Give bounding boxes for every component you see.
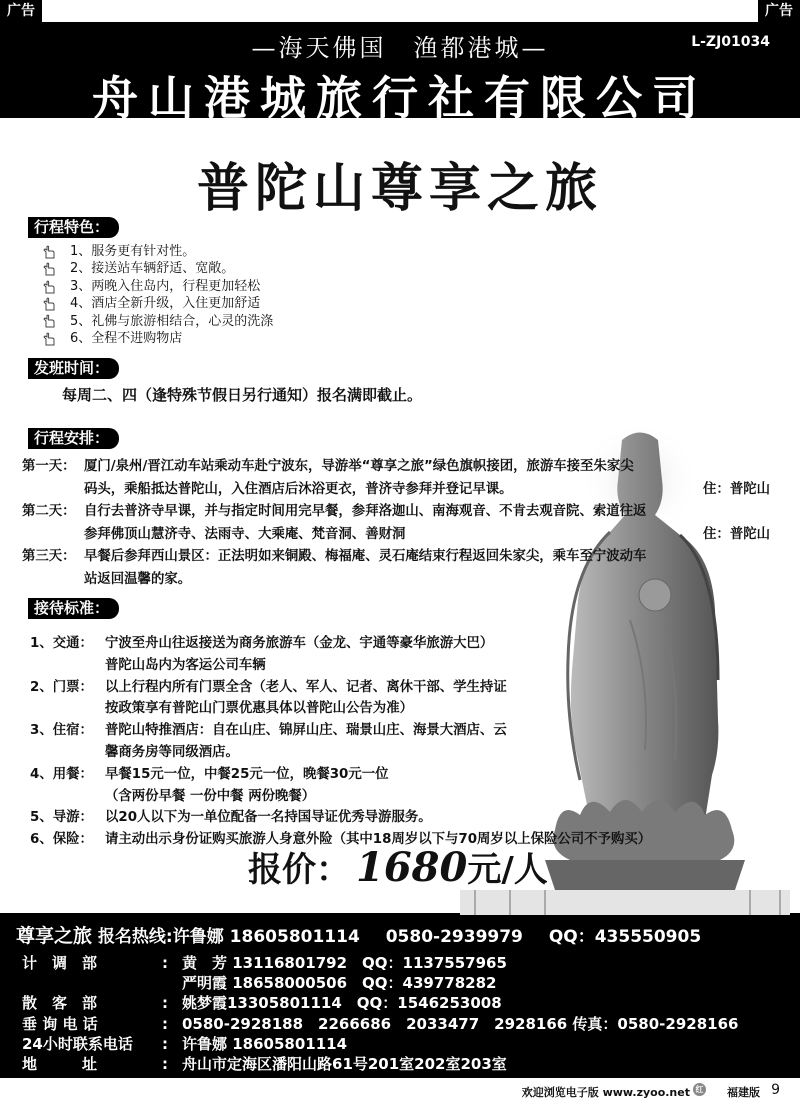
day-stay: 住：普陀山 [703, 481, 770, 497]
standard-label: 1、交通： [30, 636, 93, 651]
contact-value: 严明霞 18658000506 QQ：439778282 [182, 974, 497, 993]
brand-label: 尊享之旅 [16, 925, 93, 947]
pointing-hand-icon [42, 332, 56, 346]
standard-line: 普陀山特推酒店：自在山庄、锦屏山庄、瑞景山庄、海景大酒店、云 [105, 723, 507, 739]
ad-tag-left: 广告 [0, 0, 42, 22]
standard-label: 5、导游： [30, 810, 93, 826]
list-item [30, 807, 790, 829]
feature-text: 5、礼佛与旅游相结合，心灵的洗涤 [70, 313, 274, 329]
header-banner [0, 22, 800, 125]
contact-row: 散 客 部 : 姚梦霞13305801114 QQ：1546253008 [22, 994, 502, 1013]
pointing-hand-icon [42, 280, 56, 294]
day-line: 厦门/泉州/晋江动车站乘动车赴宁波东，导游举“尊享之旅”绿色旗帜接团，旅游车接至朱家尖 [84, 459, 634, 474]
company-name: 舟山港城旅行社有限公司 [92, 71, 708, 125]
pointing-hand-icon [42, 262, 56, 276]
contact-row [22, 973, 738, 993]
edition-label: 福建版 [727, 1086, 760, 1099]
contact-row: 计 调 部 : 黄 芳 13116801792 QQ：1137557965 [22, 954, 507, 972]
list-item [42, 330, 273, 347]
day-line: 自行去普济寺早课，并与指定时间用完早餐，参拜洛迦山、南海观音、不肯去观音院、索道往返 [84, 504, 647, 519]
list-item [42, 295, 273, 312]
hotline-mobile: 18605801114 [229, 927, 360, 947]
hotline-label: 报名热线: [97, 927, 173, 947]
contact-rows [22, 953, 738, 1074]
itinerary-day [22, 456, 800, 501]
red-logo-icon: 红 [693, 1083, 706, 1096]
day-line: 站返回温馨的家。 [84, 571, 192, 587]
page-footer [0, 1080, 800, 1100]
day-label: 第一天： [22, 459, 76, 474]
hotline-qq: QQ：435550905 [548, 927, 702, 947]
contact-label: 垂 询 电 话 [22, 1014, 98, 1033]
standard-line: 宁波至舟山往返接送为商务旅游车（金龙、宇通等豪华旅游大巴） [105, 636, 494, 651]
feature-text: 3、两晚入住岛内，行程更加轻松 [70, 278, 261, 294]
contact-row: 24小时联系电话 : 许鲁娜 18605801114 [22, 1034, 348, 1053]
list-item [30, 720, 790, 764]
standard-line: （含两份早餐 一份中餐 两份晚餐） [105, 788, 316, 804]
slogan: —海天佛国 渔都港城— [251, 34, 549, 62]
contact-row: 地 址 : 舟山市定海区潘阳山路61号201室202室203室 [22, 1055, 507, 1074]
list-item [42, 313, 273, 330]
standards-heading: 接待标准： [28, 598, 119, 619]
feature-text: 1、服务更有针对性。 [70, 244, 196, 259]
standard-line: 馨商务房等同级酒店。 [105, 744, 239, 760]
list-item [42, 260, 273, 277]
contact-value: 黄 芳 13116801792 QQ：1137557965 [182, 954, 507, 972]
day-line: 早餐后参拜西山景区：正法明如来铜殿、梅福庵、灵石庵结束行程返回朱家尖，乘车至宁波动车 [84, 549, 647, 564]
schedule-heading: 发班时间： [28, 358, 119, 379]
contact-value: 0580-2928188 2266686 2033477 2928166 传真：0580-2928166 [182, 1014, 739, 1033]
hotline-phone: 0580-2939979 [385, 927, 523, 947]
feature-text: 2、接送站车辆舒适、宽敞。 [70, 261, 235, 277]
day-label: 第二天： [22, 504, 76, 519]
standard-label: 4、用餐： [30, 766, 93, 782]
list-item [30, 633, 790, 677]
contact-value: 许鲁娜 18605801114 [182, 1034, 348, 1053]
pointing-hand-icon [42, 314, 56, 328]
list-item [30, 764, 790, 808]
schedule-text: 每周二、四（逢特殊节假日另行通知）报名满即截止。 [62, 386, 423, 404]
itinerary-day [22, 501, 800, 546]
page-number: 9 [771, 1082, 780, 1098]
standard-line: 以上行程内所有门票全含（老人、军人、记者、离休干部、学生持证 [105, 679, 507, 695]
day-line: 参拜佛顶山慧济寺、法雨寺、大乘庵、梵音洞、善财洞 [84, 526, 406, 542]
ad-tag-right: 广告 [758, 0, 800, 22]
day-label: 第三天： [22, 549, 76, 564]
price-unit: 元/人 [467, 850, 548, 890]
contact-label: 散 客 部 [22, 994, 98, 1013]
standard-line: 以20人以下为一单位配备一名持国导证优秀导游服务。 [105, 810, 432, 826]
contact-value: 姚梦霞13305801114 QQ：1546253008 [182, 994, 502, 1013]
contact-label [22, 973, 162, 993]
standard-line: 请主动出示身份证购买旅游人身意外险（其中18周岁以下与70周岁以上保险公司不予购买） [105, 832, 652, 848]
standard-label: 2、门票： [30, 679, 93, 695]
price-label: 报价： [248, 850, 350, 890]
footer-text: 欢迎浏览电子版 www.zyoo.net [521, 1086, 690, 1099]
contact-label: 24小时联系电话 [22, 1034, 133, 1053]
standard-label: 6、保险： [30, 832, 93, 848]
pointing-hand-icon [42, 297, 56, 311]
pointing-hand-icon [42, 245, 56, 259]
standard-label: 3、住宿： [30, 723, 93, 739]
features-list [42, 243, 273, 347]
list-item [42, 243, 273, 260]
itinerary-heading: 行程安排： [28, 428, 119, 449]
list-item [42, 278, 273, 295]
feature-text: 4、酒店全新升级，入住更加舒适 [70, 296, 261, 312]
standard-line: 按政策享有普陀山门票优惠具体以普陀山公告为准） [105, 701, 413, 717]
contact-row: 垂 询 电 话 : 0580-2928188 2266686 2033477 2928166 传真：0580-2928166 [22, 1014, 739, 1033]
feature-text: 6、全程不进购物店 [70, 331, 183, 347]
contact-label: 地 址 [22, 1055, 98, 1074]
contact-panel [0, 913, 800, 1078]
standard-line: 早餐15元一位，中餐25元一位，晚餐30元一位 [105, 766, 389, 782]
price [248, 842, 548, 891]
itinerary-day [22, 546, 800, 591]
hotline-name: 许鲁娜 [172, 927, 224, 947]
contact-value: 舟山市定海区潘阳山路61号201室202室203室 [182, 1055, 507, 1074]
contact-label: 计 调 部 [22, 954, 98, 972]
list-item [30, 677, 790, 721]
price-value: 1680 [356, 844, 468, 891]
features-heading: 行程特色： [28, 217, 119, 238]
itinerary-list [22, 456, 800, 591]
hotline-row [16, 921, 701, 948]
day-line: 码头，乘船抵达普陀山，入住酒店后沐浴更衣，普济寺参拜并登记早课。 [84, 481, 513, 497]
license-number: L-ZJ01034 [691, 34, 770, 50]
day-stay: 住：普陀山 [703, 526, 770, 542]
standard-line: 普陀山岛内为客运公司车辆 [105, 657, 266, 673]
standards-list [30, 633, 790, 851]
page-title: 普陀山尊享之旅 [196, 159, 603, 219]
